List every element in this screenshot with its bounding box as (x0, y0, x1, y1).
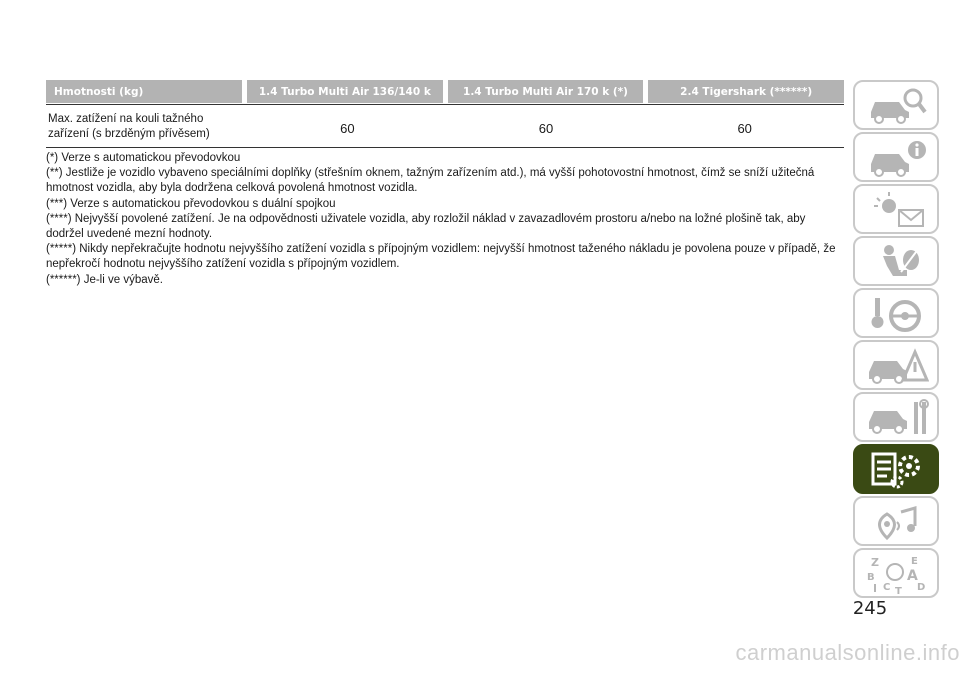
svg-text:A: A (907, 568, 918, 584)
footnote-2: (**) Jestliže je vozidlo vybaveno speciálními doplňky (střešním oknem, tažným zařízením atd.), má vyšší pohotovostní hmotnost, čímž se sníží užitečná hmotnost vozidla, aby byla dodržena celková povolená hmotnost vozidla. (46, 167, 815, 195)
svg-text:E: E (911, 556, 918, 567)
table-header (46, 80, 844, 103)
row-value-tigershark: 60 (737, 120, 752, 136)
footnote-3: (***) Verze s automatickou převodovkou s duální spojkou (46, 197, 336, 210)
tab-car-info[interactable] (853, 132, 939, 182)
footnote-4: (****) Nejvyšší povolené zatížení. Je na odpovědnosti uživatele vozidla, aby rozložil náklad v zavazadlovém prostoru a/nebo na ložné plošině tak, aby dodržel uvedené mezní hodnoty. (46, 212, 806, 241)
multimedia-icon (865, 502, 929, 542)
tab-starting-driving[interactable] (853, 288, 939, 338)
tab-emergency[interactable] (853, 340, 939, 390)
svg-text:C: C (883, 582, 891, 593)
row-value-136: 60 (340, 120, 355, 136)
header-engine-136: 1.4 Turbo Multi Air 136/140 k (247, 80, 443, 103)
warning-light-message-icon (865, 190, 929, 230)
footnote-6: (******) Je-li ve výbavě. (46, 273, 163, 286)
car-info-icon (865, 138, 929, 178)
specifications-gear-icon (865, 450, 929, 490)
tab-safety[interactable] (853, 236, 939, 286)
alphabetical-index-icon (865, 554, 929, 594)
svg-text:D: D (917, 582, 926, 593)
header-weights: Hmotnosti (kg) (46, 80, 242, 103)
watermark: carmanualsonline.info (735, 640, 960, 665)
car-emergency-icon (865, 346, 929, 386)
tab-index[interactable] (853, 548, 939, 598)
footnotes (46, 151, 846, 288)
row-divider (46, 147, 844, 148)
footnote-1: (*) Verze s automatickou převodovkou (46, 152, 241, 164)
svg-text:Z: Z (871, 556, 879, 569)
car-search-icon (865, 86, 929, 126)
footnote-5: (*****) Nikdy nepřekračujte hodnotu nejvyššího zatížení vozidla s přípojným vozidlem: nejvyšší hmotnost taženého nákladu je povolena pouze v případě, že nepřekročí hodnotu nejvyššího zatížení vozidla s přípojným vozidlem. (46, 243, 836, 271)
row-label: Max. zatížení na kouli tažného zařízení (s brzděným přívěsem) (48, 113, 210, 140)
header-divider (46, 104, 844, 105)
header-engine-170: 1.4 Turbo Multi Air 170 k (*) (448, 80, 644, 103)
row-value-170: 60 (538, 120, 554, 136)
tab-car-overview[interactable] (853, 80, 939, 130)
header-engine-tigershark: 2.4 Tigershark (******) (648, 80, 844, 103)
svg-text:B: B (867, 572, 875, 583)
tab-servicing[interactable] (853, 392, 939, 442)
car-wrench-icon (865, 398, 929, 438)
tab-multimedia[interactable] (853, 496, 939, 546)
tab-technical-specifications[interactable] (853, 444, 939, 494)
svg-text:T: T (895, 586, 902, 594)
tab-warning-lights[interactable] (853, 184, 939, 234)
table-row (46, 112, 844, 144)
key-steering-wheel-icon (865, 294, 929, 334)
seat-airbag-icon (865, 242, 929, 282)
page-number: 245 (852, 598, 888, 619)
